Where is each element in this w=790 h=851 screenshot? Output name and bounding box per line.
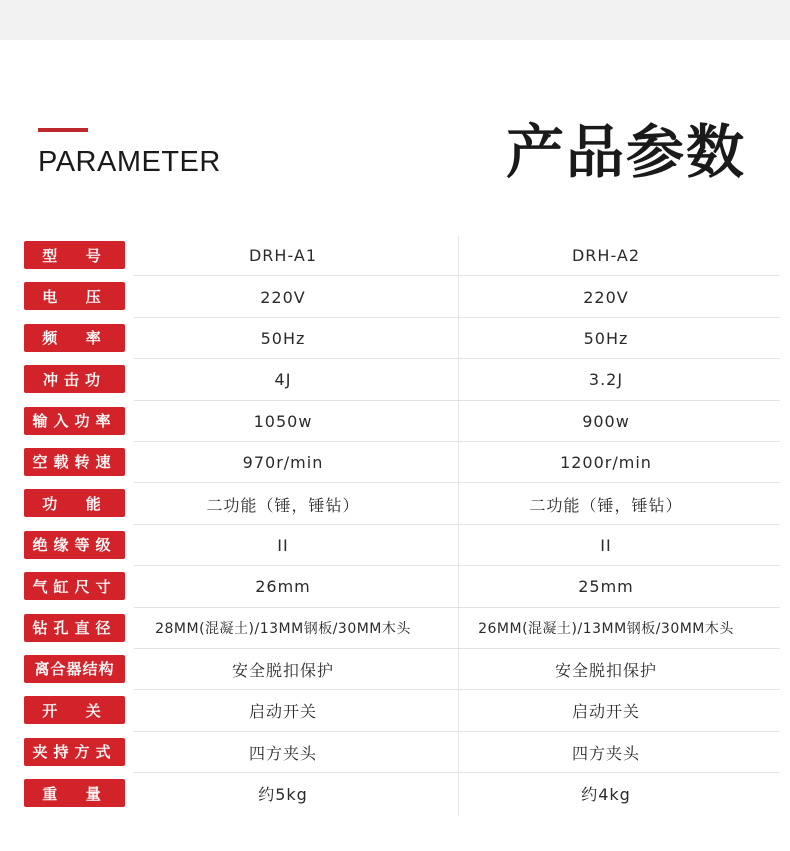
value-a1: 26mm <box>255 577 311 597</box>
title-accent-line <box>38 128 88 132</box>
table-row <box>0 235 790 276</box>
parameter-table <box>0 235 790 814</box>
row-label: 型 号 <box>24 241 125 269</box>
table-row <box>0 276 790 317</box>
table-row <box>0 732 790 773</box>
row-label: 气缸尺寸 <box>24 572 125 600</box>
table-row <box>0 773 790 814</box>
value-a2: 四方夹头 <box>571 743 640 763</box>
value-a1: 970r/min <box>242 453 324 473</box>
row-label: 钻孔直径 <box>24 614 125 642</box>
row-label: 功 能 <box>24 489 125 517</box>
value-a2: 二功能（锤，锤钻） <box>529 495 683 515</box>
top-band <box>0 0 790 40</box>
value-a2: 3.2J <box>588 370 624 390</box>
chinese-title: 产品参数 <box>505 118 746 186</box>
row-label: 空载转速 <box>24 448 125 476</box>
table-row <box>0 483 790 524</box>
value-a1: 28MM(混凝土)/13MM钢板/30MM木头 <box>155 621 411 638</box>
table-row <box>0 525 790 566</box>
row-label: 夹持方式 <box>24 738 125 766</box>
value-a1: 50Hz <box>260 328 306 348</box>
value-a1: 约5kg <box>258 785 308 805</box>
value-a2: 25mm <box>578 577 634 597</box>
row-label: 离合器结构 <box>24 655 125 683</box>
table-row <box>0 401 790 442</box>
value-a1: 1050w <box>253 411 313 431</box>
row-label: 绝缘等级 <box>24 531 125 559</box>
table-row <box>0 690 790 731</box>
table-row <box>0 566 790 607</box>
value-a1: 启动开关 <box>248 702 317 722</box>
table-row <box>0 442 790 483</box>
value-a2: DRH-A2 <box>571 246 640 266</box>
value-a1: 二功能（锤，锤钻） <box>206 495 360 515</box>
value-a1: 220V <box>260 287 306 307</box>
value-a2: 1200r/min <box>560 453 652 473</box>
table-row <box>0 649 790 690</box>
value-a1: 4J <box>274 370 292 390</box>
row-label: 冲击功 <box>24 365 125 393</box>
value-a2: 约4kg <box>581 785 631 805</box>
value-a1: 四方夹头 <box>248 743 317 763</box>
value-a1: 安全脱扣保护 <box>231 661 334 681</box>
row-label: 电 压 <box>24 282 125 310</box>
value-a2: 启动开关 <box>571 702 640 722</box>
table-row <box>0 608 790 649</box>
value-a1: II <box>277 535 289 555</box>
row-label: 输入功率 <box>24 407 125 435</box>
english-title: PARAMETER <box>38 146 221 178</box>
value-a1: DRH-A1 <box>248 246 317 266</box>
value-a2: 900w <box>582 411 630 431</box>
table-row <box>0 318 790 359</box>
value-a2: 26MM(混凝土)/13MM钢板/30MM木头 <box>478 621 734 638</box>
table-row <box>0 359 790 400</box>
value-a2: 50Hz <box>583 328 629 348</box>
value-a2: 安全脱扣保护 <box>554 661 657 681</box>
row-label: 重 量 <box>24 779 125 807</box>
value-a2: 220V <box>583 287 629 307</box>
row-label: 频 率 <box>24 324 125 352</box>
row-label: 开 关 <box>24 696 125 724</box>
value-a2: II <box>600 535 612 555</box>
